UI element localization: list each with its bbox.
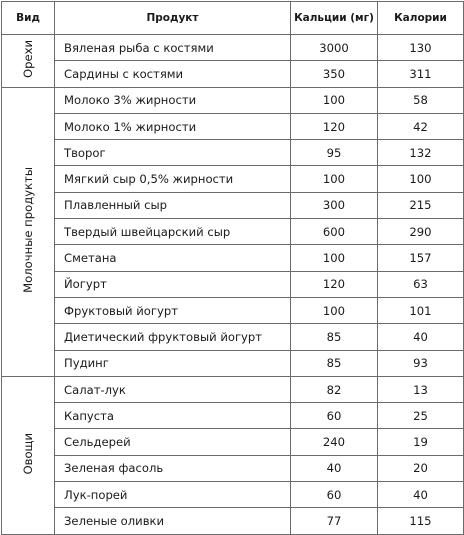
product-cell: Вяленая рыба с костями (55, 35, 291, 61)
product-cell: Плавленный сыр (55, 192, 291, 218)
calcium-cell: 60 (291, 403, 378, 429)
category-label: Овощи (21, 432, 35, 475)
table-row (2, 35, 464, 61)
calories-cell: 132 (378, 140, 464, 166)
table-row (2, 403, 464, 429)
table-row (2, 482, 464, 508)
table-row (2, 324, 464, 350)
table-row (2, 508, 464, 534)
product-cell: Твердый швейцарский сыр (55, 219, 291, 245)
table-row (2, 87, 464, 113)
product-cell: Фруктовый йогурт (55, 297, 291, 323)
table-row (2, 219, 464, 245)
header-row (2, 2, 464, 35)
calcium-cell: 77 (291, 508, 378, 534)
product-cell: Зеленые оливки (55, 508, 291, 534)
calories-cell: 157 (378, 245, 464, 271)
product-cell: Зеленая фасоль (55, 455, 291, 481)
table-body (2, 35, 464, 535)
calories-cell: 130 (378, 35, 464, 61)
product-cell: Салат-лук (55, 376, 291, 402)
calcium-cell: 3000 (291, 35, 378, 61)
table-row (2, 113, 464, 139)
calcium-cell: 40 (291, 455, 378, 481)
calories-cell: 115 (378, 508, 464, 534)
calcium-cell: 82 (291, 376, 378, 402)
table-row (2, 376, 464, 402)
calcium-cell: 120 (291, 271, 378, 297)
product-cell: Сельдерей (55, 429, 291, 455)
calories-cell: 100 (378, 166, 464, 192)
product-cell: Мягкий сыр 0,5% жирности (55, 166, 291, 192)
header-product: Продукт (55, 2, 291, 35)
table-row (2, 429, 464, 455)
calories-cell: 101 (378, 297, 464, 323)
calcium-cell: 120 (291, 113, 378, 139)
calcium-cell: 100 (291, 297, 378, 323)
product-cell: Лук-порей (55, 482, 291, 508)
table-row (2, 455, 464, 481)
calories-cell: 25 (378, 403, 464, 429)
table-row (2, 245, 464, 271)
calories-cell: 63 (378, 271, 464, 297)
table-row (2, 192, 464, 218)
product-cell: Молоко 3% жирности (55, 87, 291, 113)
table-row (2, 271, 464, 297)
calcium-cell: 100 (291, 87, 378, 113)
calories-cell: 19 (378, 429, 464, 455)
calories-cell: 40 (378, 482, 464, 508)
calories-cell: 13 (378, 376, 464, 402)
table-row (2, 140, 464, 166)
product-cell: Йогурт (55, 271, 291, 297)
table-row (2, 166, 464, 192)
calcium-cell: 85 (291, 324, 378, 350)
calories-cell: 215 (378, 192, 464, 218)
calcium-cell: 100 (291, 245, 378, 271)
product-cell: Сметана (55, 245, 291, 271)
header-category: Вид (2, 2, 55, 35)
calories-cell: 93 (378, 350, 464, 376)
table-row (2, 297, 464, 323)
product-cell: Пудинг (55, 350, 291, 376)
table-row (2, 61, 464, 87)
calcium-table (1, 1, 464, 535)
category-cell (2, 376, 55, 534)
header-calcium: Кальции (мг) (291, 2, 378, 35)
product-cell: Молоко 1% жирности (55, 113, 291, 139)
calcium-cell: 300 (291, 192, 378, 218)
calories-cell: 42 (378, 113, 464, 139)
calories-cell: 290 (378, 219, 464, 245)
category-label: Орехи (21, 40, 35, 79)
calcium-cell: 95 (291, 140, 378, 166)
calcium-cell: 240 (291, 429, 378, 455)
product-cell: Капуста (55, 403, 291, 429)
category-label: Молочные продукты (21, 167, 35, 294)
calcium-cell: 85 (291, 350, 378, 376)
calories-cell: 311 (378, 61, 464, 87)
calcium-cell: 60 (291, 482, 378, 508)
product-cell: Творог (55, 140, 291, 166)
calcium-cell: 600 (291, 219, 378, 245)
category-cell (2, 87, 55, 376)
header-calories: Калории (378, 2, 464, 35)
calcium-cell: 350 (291, 61, 378, 87)
calories-cell: 58 (378, 87, 464, 113)
table-row (2, 350, 464, 376)
product-cell: Сардины с костями (55, 61, 291, 87)
product-cell: Диетический фруктовый йогурт (55, 324, 291, 350)
calories-cell: 20 (378, 455, 464, 481)
calories-cell: 40 (378, 324, 464, 350)
calcium-cell: 100 (291, 166, 378, 192)
category-cell (2, 35, 55, 88)
